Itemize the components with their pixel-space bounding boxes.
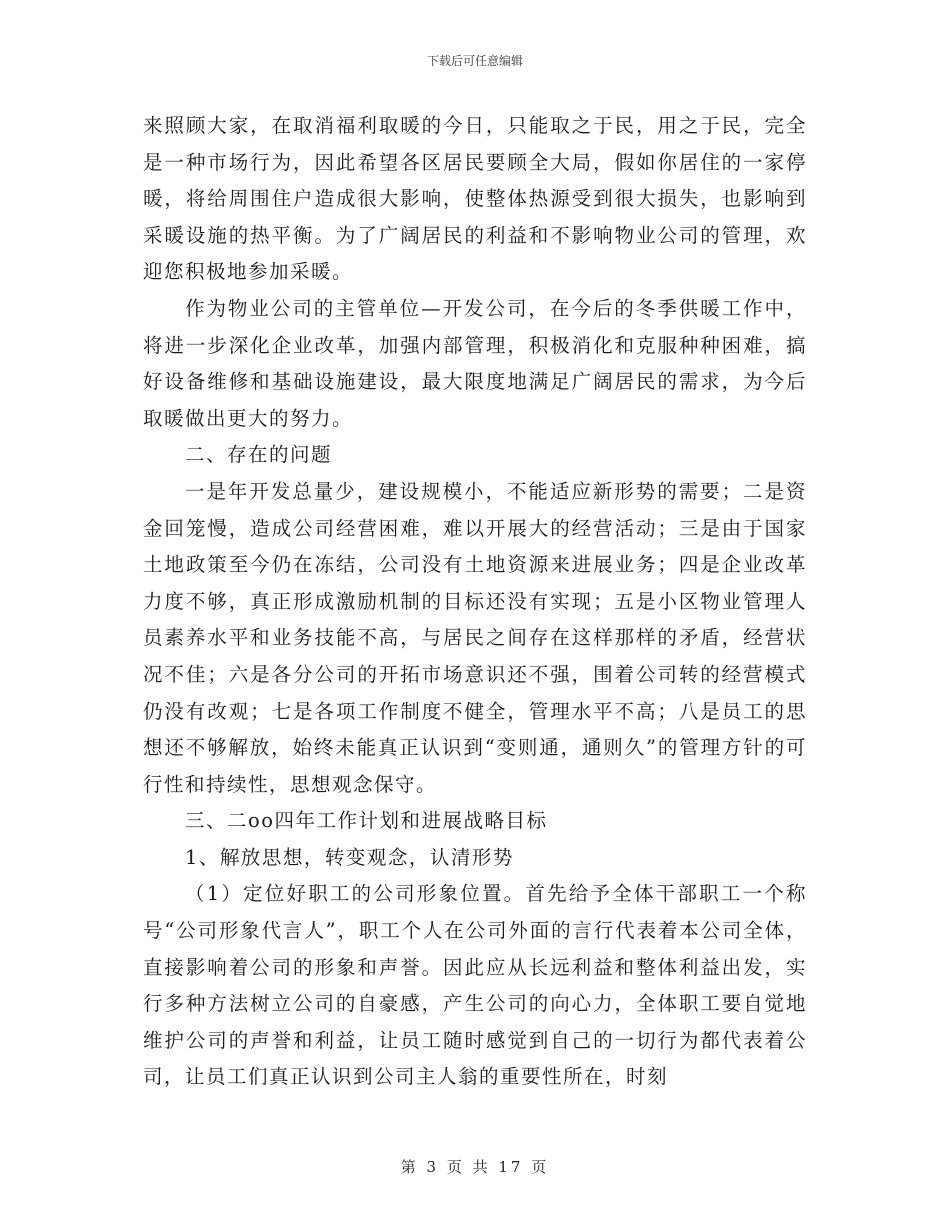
page-header: 下载后可任意编辑 [426,54,523,68]
footer-prefix: 第 [400,1158,419,1176]
paragraph-positioning: （1）定位好职工的公司形象位置。首先给予全体干部职工一个称号“公司形象代言人”，职工个人在公司外面的言行代表着本公司全体，直接影响着公司的形象和声誉。因此应从长远利益和整体利益出发，实行多种方法树立公司的自豪感，产生公司的向心力，全体职工要自觉地维护公司的声誉和利益，让员工随时感觉到自己的一切行为都代表着公司，让员工们真正认识到公司主人翁的重要性所在，时刻 [143,882,807,1089]
footer-total-pages: 17 [498,1158,524,1176]
page-footer [0,1156,950,1177]
section-heading-plan: 三、二oo四年工作计划和进展战略目标 [185,809,548,833]
paragraph-problems: 一是年开发总量少，建设规模小，不能适应新形势的需要；二是资金回笼慢，造成公司经营困难，难以开展大的经营活动；三是由于国家土地政策至今仍在冻结，公司没有土地资源来进展业务；四是企业改革力度不够，真正形成激励机制的目标还没有实现；五是小区物业管理人员素养水平和业务技能不高，与居民之间存在这样那样的矛盾，经营状况不佳；六是各分公司的开拓市场意识还不强，围着公司转的经营模式仍没有改观；七是各项工作制度不健全，管理水平不高；八是员工的思想还不够解放，始终未能真正认识到“变则通，通则久”的管理方针的可行性和持续性，思想观念保守。 [143,479,807,796]
paragraph-2: 作为物业公司的主管单位—开发公司，在今后的冬季供暖工作中，将进一步深化企业改革，加强内部管理，积极消化和克服种种困难，搞好设备维修和基础设施建设，最大限度地满足广阔居民的需求，为今后取暖做出更大的努力。 [143,296,807,430]
section-heading-problems: 二、存在的问题 [185,443,333,467]
footer-middle: 页 共 [446,1158,491,1176]
footer-page-number: 3 [426,1158,440,1176]
document-body [143,108,807,1096]
subheading-1: 1、解放思想，转变观念，认清形势 [185,845,514,869]
paragraph-1: 来照顾大家，在取消福利取暖的今日，只能取之于民，用之于民，完全是一种市场行为，因此希望各区居民要顾全大局，假如你居住的一家停暖，将给周围住户造成很大影响，使整体热源受到很大损失，也影响到采暖设施的热平衡。为了广阔居民的利益和不影响物业公司的管理，欢迎您积极地参加采暖。 [143,114,807,284]
footer-suffix: 页 [531,1158,550,1176]
